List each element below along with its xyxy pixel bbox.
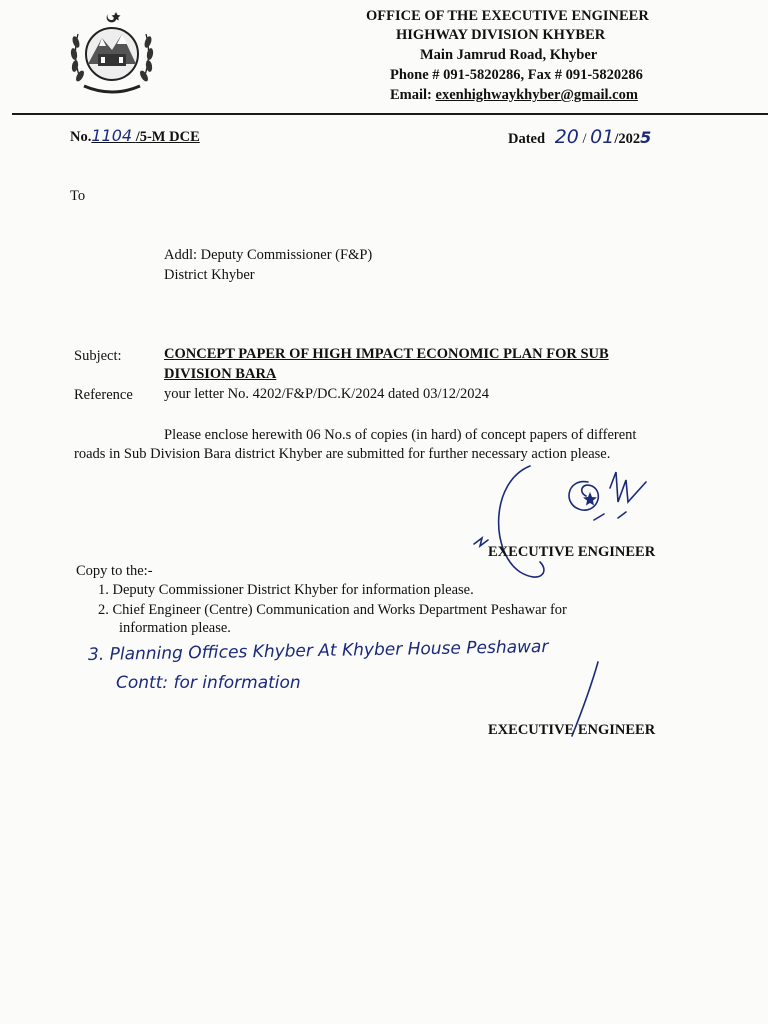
header-rule xyxy=(12,113,768,115)
copy-item-3-handwritten-cont: Contt: for information xyxy=(116,673,301,693)
letter-date: Dated 20 / 01/2025 xyxy=(508,126,652,148)
office-title: OFFICE OF THE EXECUTIVE ENGINEER xyxy=(366,8,649,24)
division-name: HIGHWAY DIVISION KHYBER xyxy=(396,27,606,43)
office-address: Main Jamrud Road, Khyber xyxy=(420,47,598,63)
copy-item-1: 1. Deputy Commissioner District Khyber for information please. xyxy=(98,582,474,598)
date-month: 01 xyxy=(590,126,615,148)
reference-label: Reference xyxy=(74,387,133,403)
email-line xyxy=(390,87,646,104)
emblem-logo xyxy=(66,8,158,96)
date-year-handwritten: 5 xyxy=(640,128,652,147)
body-line2: roads in Sub Division Bara district Khyber are submitted for further necessary action please. xyxy=(74,446,611,462)
to-label: To xyxy=(70,188,86,204)
addressee-line1: Addl: Deputy Commissioner (F&P) xyxy=(164,247,373,263)
signature-title-2: EXECUTIVE ENGINEER xyxy=(488,722,656,738)
body-line1: Please enclose herewith 06 No.s of copies (in hard) of concept papers of different xyxy=(164,427,637,443)
email-address[interactable]: exenhighwaykhyber@gmail.com xyxy=(435,87,638,103)
subject-line1: CONCEPT PAPER OF HIGH IMPACT ECONOMIC PLAN FOR SUB xyxy=(164,346,609,362)
subject-label: Subject: xyxy=(74,348,122,364)
signature-title-1: EXECUTIVE ENGINEER xyxy=(488,544,656,560)
reference-text: your letter No. 4202/F&P/DC.K/2024 dated 03/12/2024 xyxy=(164,386,490,402)
copy-heading: Copy to the:- xyxy=(76,563,153,579)
date-year-prefix: /202 xyxy=(614,131,641,147)
copy-item-2-cont: information please. xyxy=(119,620,231,636)
date-day: 20 xyxy=(554,126,579,148)
letter-number-label: No. xyxy=(70,129,92,145)
letter-number-suffix: /5-M DCE xyxy=(135,129,200,145)
copy-item-3-handwritten: 3. Planning Offices Khyber At Khyber House Peshawar xyxy=(87,636,549,666)
subject-line2: DIVISION BARA xyxy=(164,366,277,382)
letter-number xyxy=(70,126,200,146)
signature-scribble-1 xyxy=(470,462,660,587)
phone-fax: Phone # 091-5820286, Fax # 091-5820286 xyxy=(390,67,643,83)
addressee-line2: District Khyber xyxy=(164,267,255,283)
date-label: Dated xyxy=(508,131,546,147)
letter-number-handwritten: 1104 xyxy=(91,126,133,145)
email-label: Email: xyxy=(390,87,432,103)
copy-item-2: 2. Chief Engineer (Centre) Communication and Works Department Peshawar for xyxy=(98,602,567,618)
